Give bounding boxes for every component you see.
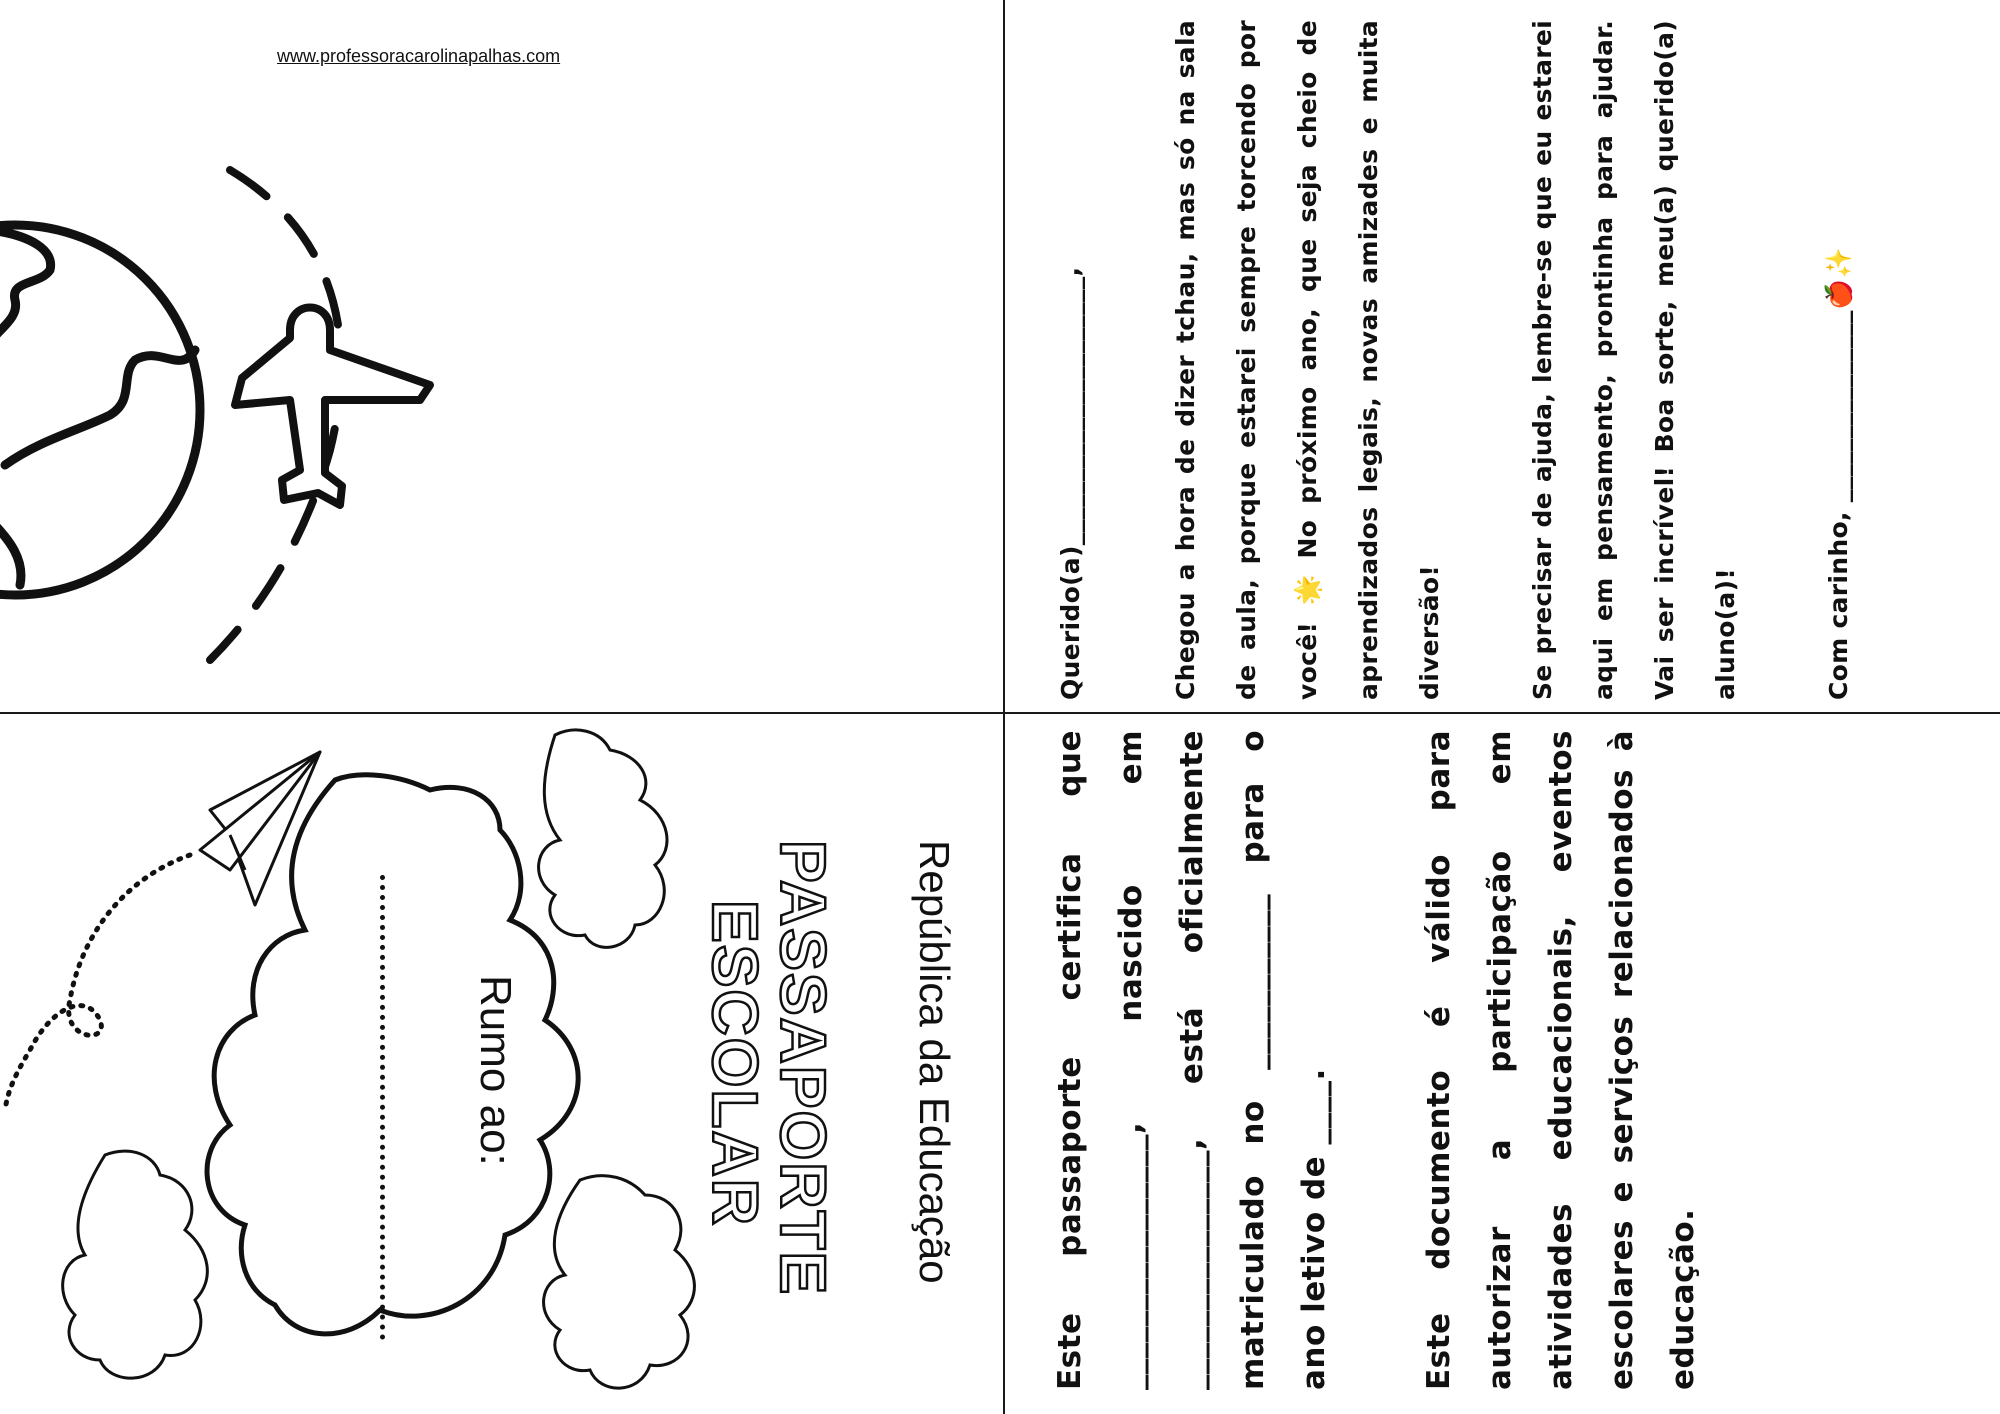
letter-paragraph-2: Se precisar de ajuda, lembre-se que eu estarei aqui em pensamento, prontinha para ajudar. Vai ser incrível! Boa sorte, meu(a) querido(a) aluno(a)!	[1528, 20, 1740, 700]
website-link[interactable]: www.professoracarolinapalhas.com	[277, 46, 561, 66]
rumo-ao-label: Rumo ao:	[471, 975, 520, 1166]
destination-dotted-line	[380, 875, 389, 1340]
paper-plane-trail	[5, 855, 190, 1110]
globe-icon	[0, 225, 200, 595]
farewell-letter	[1040, 20, 1920, 700]
airplane-icon	[235, 308, 430, 506]
apple-sparkle-icon: 🍎✨	[1824, 247, 1853, 311]
letter-closing: Com carinho, _______________🍎✨	[1808, 20, 1869, 700]
letter-paragraph-1: Chegou a hora de dizer tchau, mas só na sala de aula, porque estarei sempre torcendo por você! 🌟 No próximo ano, que seja cheio de aprendizados legais, novas amizades e muita diversão!	[1171, 19, 1444, 700]
cover-title-block	[699, 840, 958, 1400]
certificate-paragraph-2: Este documento é válido para autorizar a participação em atividades educacionais, eventos escolares e serviços relacionados à educação.	[1421, 730, 1701, 1390]
passport-certificate	[1040, 730, 1940, 1390]
escolar-title: ESCOLAR	[699, 900, 771, 1227]
passaporte-title: PASSAPORTE	[767, 840, 839, 1297]
star-icon: 🌟	[1293, 574, 1322, 606]
cloud-icon	[63, 1151, 208, 1378]
letter-greeting: Querido(a)_____________________,	[1056, 266, 1085, 700]
republica-label: República da Educação	[911, 840, 958, 1284]
cloud-icon	[539, 730, 667, 947]
cloud-icon	[544, 1176, 695, 1389]
certificate-paragraph-1: Este passaporte certifica que ________________, nascido em _______________, está oficialmente matriculado no ___________ para o ano letivo de ____.	[1052, 730, 1332, 1390]
